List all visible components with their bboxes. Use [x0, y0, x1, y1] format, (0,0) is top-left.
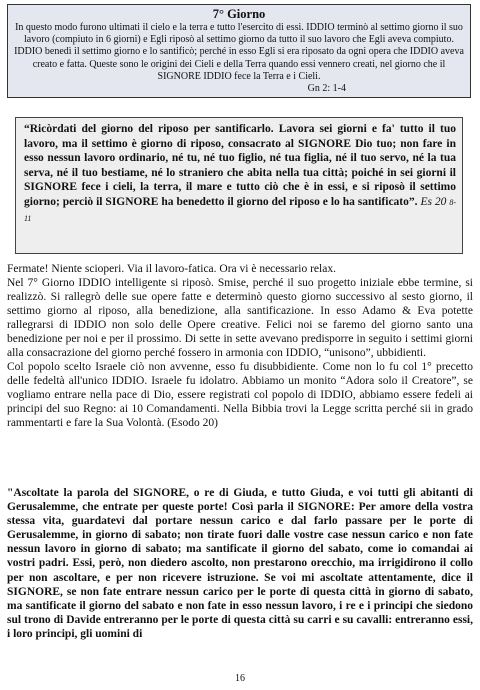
page-number: 16	[235, 673, 245, 684]
scripture-quote: "Ascoltate la parola del SIGNORE, o re di Giuda, e tutto Giuda, e voi tutti gli abitanti di Gerusalemme, che entrate per queste porte! Così parla il SIGNORE: Per amore della vostra stessa vita, guardatevi dal portare nessun carico e dal farlo passare per le porte di Gerusalemme, in giorno di sabato; non tirate fuori dalle vostre case nessun carico e non fate nessun lavoro in giorno di sabato; ma santificate il giorno del sabato, come io comandai ai vostri padri. Essi, però, non diedero ascolto, non prestarono orecchio, ma irrigidirono il collo per non ascoltare, e per non ricevere istruzione. Se voi mi ascoltate attentamente, dice il SIGNORE, se non fate entrare nessun carico per le porte di questa città in giorno di sabato, ma santificate il giorno del sabato e non fate in esso nessun lavoro, i re e i principi che siedono sul trono di Davide entreranno per le porte di questa città su carri e su cavalli: entreranno essi, i loro principi, gli uomini di	[7, 487, 473, 640]
prose-paragraph: Col popolo scelto Israele ciò non avvenne, esso fu disubbidiente. Come non lo fu col 1° precetto delle fedeltà all'unico IDDIO. Israele fu idolatro. Abbiamo un monito “Adora solo il Creatore”, se vogliamo entrare nella pace di Dio, essere registrati col popolo di IDDIO, abbiamo essere fedeli ai principi del suo Regno: ai 10 Comandamenti. Nella Bibbia trovi la Legge scritta perché sii in grado rammentarti e fare la Sua Volontà. (Esodo 20)	[7, 361, 473, 429]
intro-reference: Gn 2: 1-4	[307, 83, 346, 95]
body-prose	[7, 262, 473, 430]
commandment-text: “Ricòrdati del giorno del riposo per santificarlo. Lavora sei giorni e fa' tutto il tuo lavoro, ma il settimo è giorno di riposo, consacrato al SIGNORE Dio tuo; non fare in esso nessun lavoro ordinario, né tu, né tuo figlio, né tua figlia, né il tuo servo, né la tua serva, né il tuo bestiame, né lo straniero che abita nella tua città; poiché in sei giorni il SIGNORE fece i cieli, la terra, il mare e tutto ciò che è in essi, e si riposò il settimo giorno; perciò il SIGNORE ha benedetto il giorno del riposo e lo ha santificato”.	[24, 123, 456, 208]
commandment-box	[15, 117, 463, 254]
prose-paragraph: Fermate! Niente scioperi. Via il lavoro-fatica. Ora vi è necessario relax.	[7, 263, 336, 275]
section-title: 7° Giorno	[212, 7, 266, 21]
commandment-reference-verses: 8-11	[24, 197, 456, 223]
intro-box	[7, 4, 471, 98]
commandment-reference-book: Es 20	[420, 195, 447, 208]
prose-paragraph: Nel 7° Giorno IDDIO intelligente si riposò. Smise, perché il suo progetto iniziale ebbe termine, si realizzò. Si rallegrò delle sue opere fatte e determinò questo giorno successivo al sesto giorno, il settimo giorno al riposo, alla benedizione, alla santificazione. In esso Adamo & Eva potette rallegrarsi di IDDIO non solo delle Opere creative. Felici noi se faremo del giorno santo una benedizione per noi e per il prossimo. Di sette in sette avevano predisporre in seguito i settimi giorni alla consacrazione del giorno perché fossero in armonia con IDDIO, “unisono”, ubbidienti.	[7, 277, 473, 359]
intro-text: In questo modo furono ultimati il cielo e la terra e tutto l'esercito di essi. IDDIO terminò al settimo giorno il suo lavoro (compiuto in 6 giorni) e Egli riposò al settimo giorno da tutto il suo lavoro che Egli aveva compiuto. IDDIO benedì il settimo giorno e lo santificò; perché in esso Egli si era riposato da ogni opera che IDDIO aveva creato e fatta. Queste sono le origini dei Cieli e della Terra quando essi vennero creati, nel giorno che il SIGNORE IDDIO fece la Terra e i Cieli.	[14, 22, 464, 82]
